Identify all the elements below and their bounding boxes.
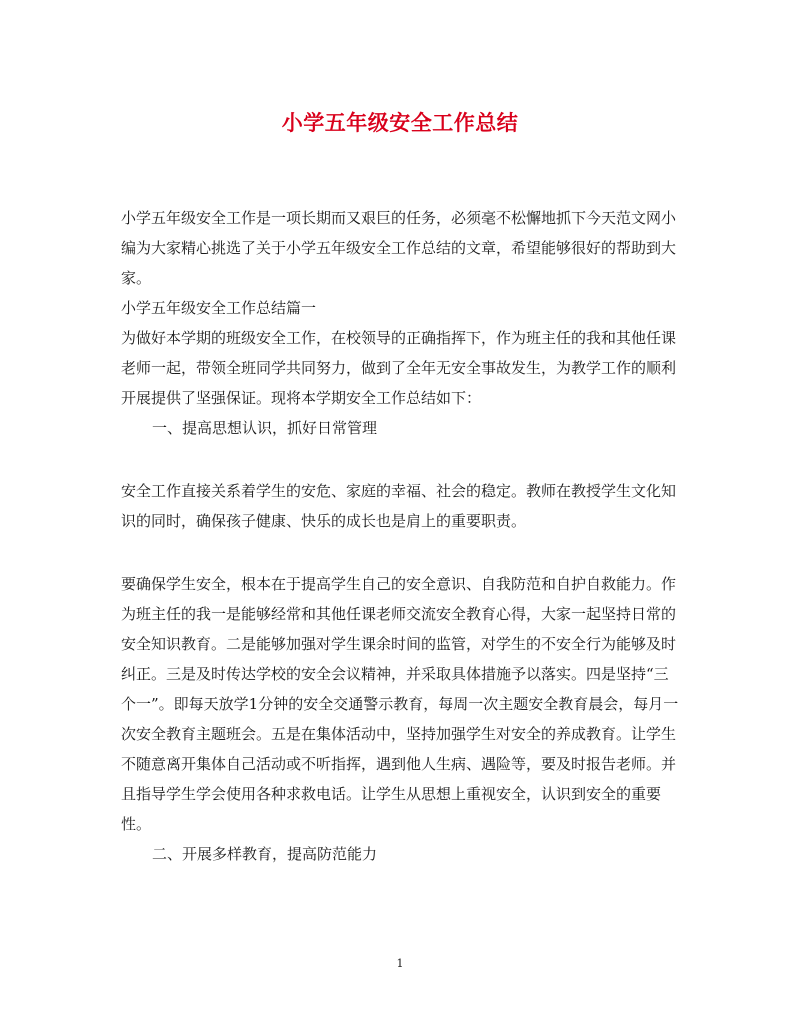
section-heading-2: 二、开展多样教育，提高防范能力	[152, 845, 378, 863]
intro-paragraph: 小学五年级安全工作是一项长期而又艰巨的任务，必须毫不松懈地抓下今天范文网小编为大家精心挑选了关于小学五年级安全工作总结的文章，希望能够很好的帮助到大家。	[121, 209, 677, 287]
safety-measures-paragraph: 要确保学生安全，根本在于提高学生自己的安全意识、自我防范和自护自救能力。作为班主任的我一是能够经常和其他任课老师交流安全教育心得，大家一起坚持日常的安全知识教育。二是能够加强对学生课余时间的监管，对学生的不安全行为能够及时纠正。三是及时传达学校的安全会议精神，并采取具体措施予以落实。四是坚持“三个一”。即每天放学1分钟的安全交通警示教育，每周一次主题安全教育晨会，每月一次安全教育主题班会。五是在集体活动中，坚持加强学生对安全的养成教育。让学生不随意离开集体自己活动或不听指挥，遇到他人生病、遇险等，要及时报告老师。并且指导学生学会使用各种求救电话。让学生从思想上重视安全，认识到安全的重要性。	[121, 575, 679, 833]
page-number: 1	[396, 957, 404, 970]
safety-responsibility-paragraph: 安全工作直接关系着学生的安危、家庭的幸福、社会的稳定。教师在教授学生文化知识的同时，确保孩子健康、快乐的成长也是肩上的重要职责。	[121, 482, 677, 530]
document-body	[121, 203, 681, 869]
section-heading-1: 一、提高思想认识，抓好日常管理	[152, 419, 378, 437]
paragraph-gap	[121, 536, 681, 569]
section-heading-part-one: 小学五年级安全工作总结篇一	[121, 299, 317, 317]
document-title: 小学五年级安全工作总结	[281, 110, 519, 135]
paragraph-gap	[121, 443, 681, 476]
opening-paragraph: 为做好本学期的班级安全工作，在校领导的正确指挥下，作为班主任的我和其他任课老师一起，带领全班同学共同努力，做到了全年无安全事故发生，为教学工作的顺利开展提供了坚强保证。现将本学期安全工作总结如下：	[121, 329, 677, 407]
